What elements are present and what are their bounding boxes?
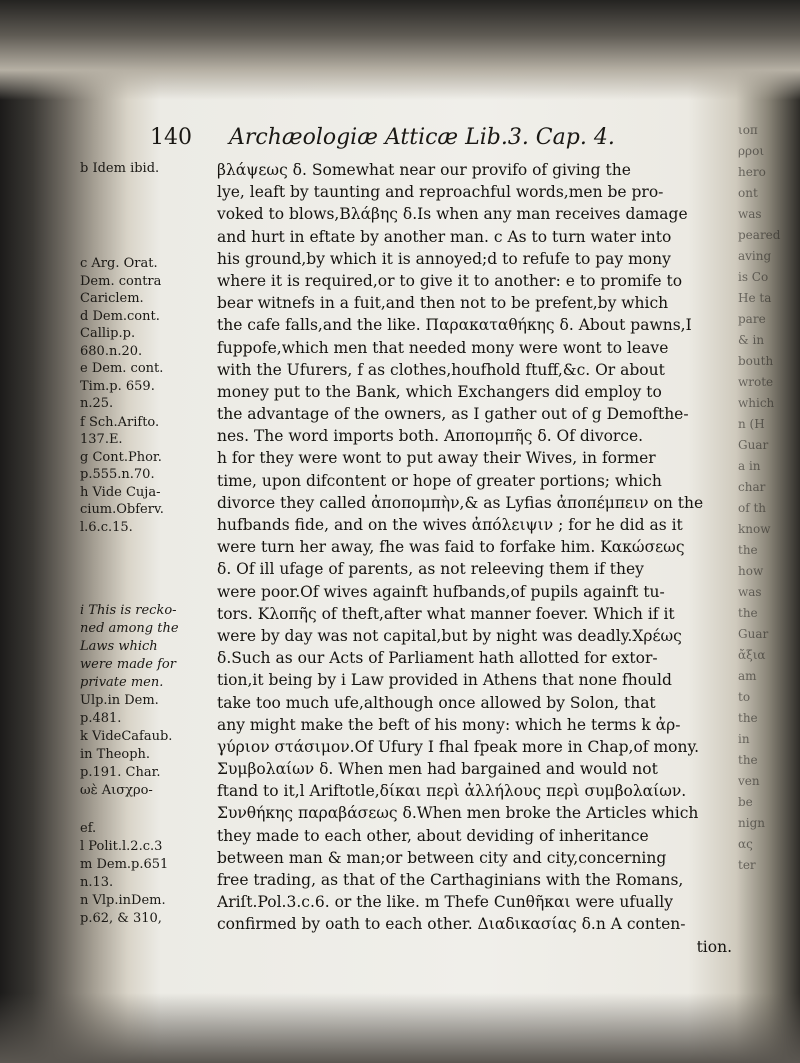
text-line: were by day was not capital,but by night was deadly.Χρέως <box>217 626 682 645</box>
margin-note: Callip.p. <box>80 326 136 341</box>
text-line: were turn her away, fhe was faid to forfake him. Κακώσεως <box>217 538 685 557</box>
facing-page-fragment: ter <box>738 858 756 872</box>
margin-note: l Polit.l.2.c.3 <box>80 839 163 854</box>
facing-page-fragment: which <box>738 396 775 410</box>
text-line: hufbands fide, and on the wives ἀπόλειψιν ; for he did as it <box>217 516 683 534</box>
text-line: time, upon difcontent or hope of greater portions; which <box>217 471 662 490</box>
text-line: they made to each other, about deviding of inheritance <box>217 826 649 845</box>
facing-page-fragment: the <box>738 711 758 725</box>
margin-note: p.191. Char. <box>80 765 161 780</box>
facing-page-fragment: peared <box>738 228 781 242</box>
facing-page-fragment: how <box>738 564 764 578</box>
scan-top-shadow <box>0 0 800 100</box>
text-line: his ground,by which it is annoyed;d to refufe to pay mony <box>217 249 671 268</box>
margin-note: in Theoph. <box>80 747 151 762</box>
facing-page-fragment: n (H <box>738 417 765 431</box>
facing-page-fragment: char <box>738 480 766 494</box>
facing-page-fragment: & in <box>738 333 765 347</box>
margin-note: Dem. contra <box>80 274 162 289</box>
text-line: with the Ufurers, f as clothes,houfhold ftuff,&c. Or about <box>217 360 665 379</box>
facing-page-fragment: ἄξια <box>738 648 766 662</box>
text-line: ftand to it,l Ariftotle,δίκαι περὶ ἀλλήλους περὶ συμβολαίων. <box>217 782 687 801</box>
margin-note: n.25. <box>80 396 114 411</box>
facing-page-fragment: pare <box>738 312 766 326</box>
text-line: the cafe falls,and the like. Παρακαταθήκης δ. About pawns,I <box>217 316 692 335</box>
margin-note: cium.Obferv. <box>80 502 164 517</box>
facing-page-fragment: Guar <box>738 627 769 641</box>
text-line: voked to blows,Βλάβης δ.Is when any man receives damage <box>217 205 688 224</box>
facing-page-fragment: a in <box>738 459 761 473</box>
text-line: lye, leaft by taunting and reproachful words,men be pro- <box>217 183 664 202</box>
facing-page-fragment: know <box>738 522 771 536</box>
margin-note: 680.n.20. <box>80 344 143 359</box>
facing-page-fragment: the <box>738 753 758 767</box>
facing-page-fragment: is Co <box>738 270 769 284</box>
facing-page-fragment: Guar <box>738 438 769 452</box>
facing-page-fragment: nign <box>738 816 765 830</box>
text-line: and hurt in eftate by another man. c As to turn water into <box>217 227 672 246</box>
text-line: Συνθήκης παραβάσεως δ.When men broke the Articles which <box>217 804 699 823</box>
facing-page-fragment: aving <box>738 249 772 263</box>
facing-page-fragment: bouth <box>738 354 774 368</box>
running-header <box>150 125 710 150</box>
text-line: Συμβολαίων δ. When men had bargained and would not <box>217 760 658 779</box>
facing-page-fragment: was <box>738 585 762 599</box>
margin-note: p.555.n.70. <box>80 467 155 482</box>
facing-page-fragment: the <box>738 606 758 620</box>
page-number: 140 <box>150 125 192 150</box>
margin-note: n.13. <box>80 875 114 890</box>
facing-page-fragment: He ta <box>738 291 772 305</box>
text-line: any might make the beft of his mony: which he terms k ἀρ- <box>217 715 681 734</box>
text-line: γύριον στάσιμον.Of Ufury I fhal fpeak more in Chap,of mony. <box>217 737 700 756</box>
text-line: take too much ufe,although once allowed by Solon, that <box>217 693 656 712</box>
facing-page-fragment: ιοπ <box>738 123 758 137</box>
text-line: tors. Κλοπῆς of theft,after what manner foever. Which if it <box>217 604 675 623</box>
margin-note: f Sch.Arifto. <box>80 415 160 430</box>
text-line: where it is required,or to give it to another: e to promife to <box>217 271 683 290</box>
text-line: money put to the Bank, which Exchangers did employ to <box>217 382 662 401</box>
margin-note: p.481. <box>80 711 122 726</box>
text-line: were poor.Of wives againft hufbands,of pupils againft tu- <box>217 582 665 601</box>
text-line: tion. <box>696 937 732 956</box>
margin-note: ned among the <box>80 621 179 636</box>
margin-note: ef. <box>80 821 97 836</box>
text-line: Ariſt.Pol.3.c.6. or the like. m Thefe Cunθῆκαι were ufually <box>217 893 674 912</box>
body-text <box>217 159 752 958</box>
facing-page-fragment: wrote <box>738 375 774 389</box>
margin-note: ωὲ Αισχρο- <box>80 783 153 798</box>
facing-page-fragment: of th <box>738 501 767 515</box>
margin-note: Laws which <box>80 639 158 654</box>
facing-page-fragment: am <box>738 669 757 683</box>
text-line: between man & man;or between city and city,concerning <box>217 848 667 867</box>
facing-page-fragment: was <box>738 207 762 221</box>
text-line: confirmed by oath to each other. Διαδικασίας δ.n A conten- <box>217 915 686 934</box>
text-line: fuppofe,which men that needed mony were wont to leave <box>217 338 669 357</box>
facing-page-fragment: ont <box>738 186 758 200</box>
text-line: free trading, as that of the Carthaginians with the Romans, <box>217 871 684 889</box>
text-line: bear witnefs in a fuit,and then not to be prefent,by which <box>217 294 669 313</box>
margin-note: l.6.c.15. <box>80 520 133 535</box>
margin-note: Tim.p. 659. <box>80 379 155 394</box>
book-page <box>80 125 730 955</box>
facing-page-fragment: hero <box>738 165 766 179</box>
facing-page-fragment: ρροι <box>738 144 765 158</box>
text-line: βλάψεως δ. Somewhat near our provifo of giving the <box>217 161 631 179</box>
facing-page-fragment: the <box>738 543 758 557</box>
facing-page-fragment: to <box>738 690 751 704</box>
facing-page-fragment: be <box>738 795 753 809</box>
facing-page-fragment: ven <box>738 774 760 788</box>
margin-note: were made for <box>80 657 176 672</box>
margin-note: p.62, & 310, <box>80 911 162 926</box>
margin-note: b Idem ibid. <box>80 161 160 176</box>
margin-note: d Dem.cont. <box>80 309 160 324</box>
text-line: divorce they called ἀποπομπὴν,& as Lyfias ἀποπέμπειν on the <box>217 493 704 512</box>
margin-note: 137.E. <box>80 432 123 447</box>
facing-page-fragment: ας <box>738 837 753 851</box>
margin-note: g Cont.Phor. <box>80 450 162 465</box>
text-line: the advantage of the owners, as I gather out of g Demofthe- <box>217 405 689 424</box>
margin-note: Cariclem. <box>80 291 144 306</box>
scan-bottom-shadow <box>0 993 800 1063</box>
text-line: nes. The word imports both. Αποπομπῆς δ. Of divorce. <box>217 427 644 446</box>
margin-note: k VideCafaub. <box>80 729 173 744</box>
margin-note: i This is recko- <box>80 603 177 618</box>
margin-note: h Vide Cuja- <box>80 485 161 500</box>
facing-page-fragment: in <box>738 732 750 746</box>
margin-note: c Arg. Orat. <box>80 256 158 271</box>
text-line: δ.Such as our Acts of Parliament hath allotted for extor- <box>217 649 658 668</box>
text-line: h for they were wont to put away their Wives, in former <box>217 449 656 468</box>
margin-note: e Dem. cont. <box>80 361 164 376</box>
margin-note: n Vlp.inDem. <box>80 893 166 908</box>
margin-note: private men. <box>80 675 164 690</box>
margin-note: m Dem.p.651 <box>80 857 169 872</box>
text-line: δ. Of ill ufage of parents, as not releeving them if they <box>217 560 644 579</box>
margin-note: Ulp.in Dem. <box>80 693 159 708</box>
text-line: tion,it being by i Law provided in Athens that none fhould <box>217 671 672 690</box>
running-title: Archæologiæ Atticæ Lib.3. Cap. 4. <box>229 125 615 150</box>
